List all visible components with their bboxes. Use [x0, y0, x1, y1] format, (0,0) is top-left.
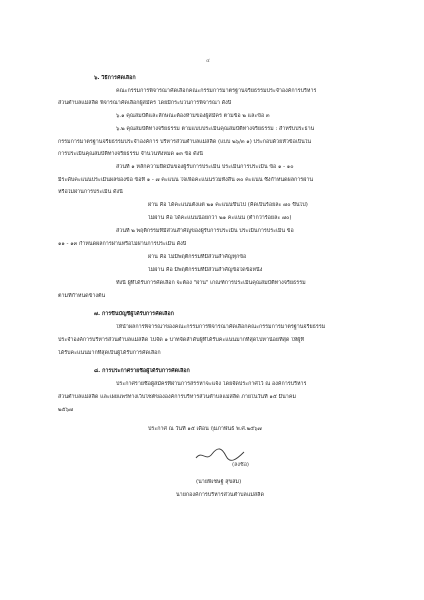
section-7-paragraph-1c: ได้รับคะแนนมากที่สุดเป็นผู้ได้รับการคัดเลือก [58, 350, 161, 356]
section-6-item-6-2: ๖.๒ คุณสมบัติทางจริยธรรม ตามแบบประเมินคุณสมบัติทางจริยธรรม : สำหรับประธาน [116, 126, 315, 132]
section-8-paragraph-1: ประกาศรายชื่อผู้สมัครที่ผ่านการสรรหาจะแจ้ง โดยจัดประกาศไว้ ณ องค์การบริหาร [116, 381, 307, 387]
signer-name: (นายพิเชษฐ์ สุขสม) [196, 479, 242, 485]
section-6-item-6-2b: กรรมการมาตรฐานจริยธรรมประจำองค์การ บริหารส่วนตำบลแม่สลิด (แบบ ๒๖/๓ ๑) ประกอบด้วยหัวข้อเป็นใน [58, 139, 312, 145]
section-7-heading: ๗. การขึ้นบัญชีผู้ได้รับการคัดเลือก [94, 311, 174, 317]
page-number: ๔ [206, 58, 210, 64]
section-6-heading: ๖. วิธีการคัดเลือก [94, 75, 136, 81]
signer-position: นายกองค์การบริหารส่วนตำบลแม่สลิด [176, 492, 264, 498]
section-6-part-1: ส่วนที่ ๑ หลักความยึดมั่นของผู้รับการประเมิน ประเมินการประเมิน ข้อ ๑ - ๑๐ [116, 164, 294, 170]
section-6-part-1b: มีระดับคะแนนประเมินผลของข้อ ข้อที่ ๑ - ๗ คะแนน ใจเพื่อคะแนนรวมทั้งสิ้น ๓๐ คะแนน ซึ่งกำหนดผลการผ่าน [58, 177, 314, 183]
section-6-paragraph-1: คณะกรรมการพิจารณาคัดเลือกคณะกรรมการมาตรฐานจริยธรรมประจำองค์การบริหาร [116, 88, 317, 94]
section-8-paragraph-1b: ส่วนตำบลแม่สลิด และเผยแพร่ทางเว็บไซต์ขององค์การบริหารส่วนตำบลแม่สลิด ภายในวันที่ ๑๕ มีนาคม [58, 394, 296, 400]
section-6-part-1-fail: ไม่ผ่าน คือ ได้คะแนนน้อยกว่า ๒๑ คะแนน (ต่ำกว่าร้อยละ ๗๐) [148, 215, 292, 221]
section-6-part-2-pass: ผ่าน คือ ไม่มีพฤติกรรมที่มีส่วนสำคัญทุกข้อ [148, 254, 247, 260]
announce-date: ประกาศ ณ วันที่ ๑๕ เดือน กุมภาพันธ์ พ.ศ.๒๕๖๗ [148, 426, 262, 432]
section-8-paragraph-1c: ๒๕๖๗ [58, 407, 74, 413]
signature-mark: (ลงชื่อ) [232, 462, 250, 468]
section-6-part-1c: หรือไม่ผ่านการประเมิน ดังนี้ [58, 189, 123, 195]
section-7-paragraph-1: ให้นำผลการพิจารณาของคณะกรรมการพิจารณาคัดเลือกคณะกรรมการมาตรฐานจริยธรรม [116, 324, 326, 330]
section-6-item-6-1: ๖.๑ คุณสมบัติและลักษณะต้องห้ามของผู้สมัคร ตามข้อ ๒ และข้อ ๓ [116, 113, 270, 119]
section-6-note-b: ตามที่กำหนดข้างต้น [58, 293, 106, 299]
section-6-part-2: ส่วนที่ ๒ พฤติกรรมที่มีส่วนสำคัญของผู้รับการประเมิน ประเมินการประเมิน ข้อ [116, 228, 294, 234]
section-6-paragraph-1b: ส่วนตำบลแม่สลิด พิจารณาคัดเลือกผู้สมัคร โดยมีกระบวนการพิจารณา ดังนี้ [58, 100, 232, 106]
section-6-part-2-fail: ไม่ผ่าน คือ มีพฤติกรรมที่มีส่วนสำคัญข้อใดข้อหนึ่ง [148, 267, 263, 273]
section-6-part-1-pass: ผ่าน คือ ได้คะแนนตั้งแต่ ๒๑ คะแนนขึ้นไป (คิดเป็นร้อยละ ๗๐ ขึ้นไป) [148, 202, 308, 208]
section-6-item-6-2c: การประเมินคุณสมบัติทางจริยธรรม จำนวนทั้งหมด ๑๓ ข้อ ดังนี้ [58, 151, 203, 157]
section-8-heading: ๘. การประกาศรายชื่อผู้ได้รับการคัดเลือก [94, 368, 190, 374]
section-7-paragraph-1b: ประจำองค์การบริหารส่วนตำบลแม่สลิด ไปจัด ๑ บาทจัดลำดับผู้ที่ได้รับคะแนนมากที่สุดไปหาน้อยที่สุด ให้ผู้ที่ [58, 337, 305, 343]
section-6-note: ทั้งนี้ ผู้ที่ได้รับการคัดเลือก จะต้อง "ผ่าน" เกณฑ์การประเมินคุณสมบัติทางจริยธรรม [116, 280, 306, 286]
section-6-part-2b: ๑๑ - ๑๓ กำหนดผลการผ่านหรือไม่ผ่านการประเมิน ดังนี้ [58, 241, 187, 247]
